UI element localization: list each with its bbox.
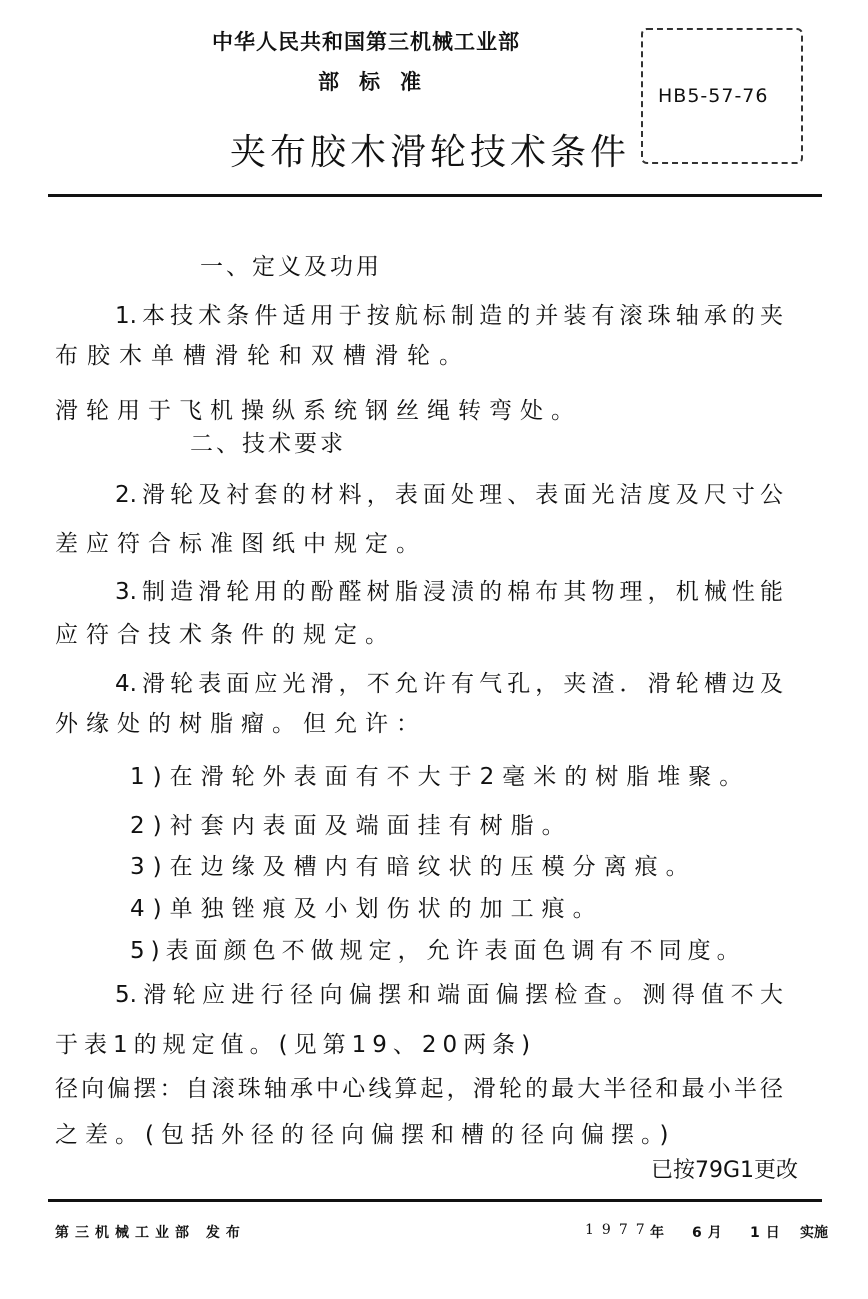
- paragraph-line: 之差。(包括外径的径向偏摆和槽的径向偏摆。): [55, 1122, 676, 1148]
- standard-code: HB5-57-76: [658, 85, 769, 107]
- paragraph-line: 于表1的规定值。(见第19、20两条): [55, 1032, 537, 1058]
- footer-rule: [48, 1199, 822, 1202]
- paragraph-line: 应符合技术条件的规定。: [55, 622, 396, 648]
- paragraph-line: 3.制造滑轮用的酚醛树脂浸渍的棉布其物理，机械性能: [115, 579, 783, 605]
- document-title: 夹布胶木滑轮技术条件: [230, 132, 631, 173]
- paragraph-line: 径向偏摆：自滚珠轴承中心线算起，滑轮的最大半径和最小半径: [55, 1076, 783, 1102]
- paragraph-line: 差应符合标准图纸中规定。: [55, 531, 427, 557]
- list-item: 3)在边缘及槽内有暗纹状的压模分离痕。: [130, 854, 697, 880]
- issuer: 中华人民共和国第三机械工业部: [212, 29, 520, 54]
- section-heading: 二、技术要求: [190, 431, 346, 457]
- section-heading: 一、定义及功用: [200, 254, 382, 280]
- list-item: 4)单独锉痕及小划伤状的加工痕。: [130, 896, 604, 922]
- effective-label: 实施: [800, 1225, 828, 1241]
- revision-note: 已按79G1更改: [650, 1158, 798, 1183]
- paragraph-line: 外缘处的树脂瘤。但允许：: [55, 711, 427, 737]
- effective-month: 6月: [692, 1225, 728, 1241]
- list-item: 5)表面颜色不做规定，允许表面色调有不同度。: [130, 938, 746, 964]
- header-rule: [48, 194, 822, 197]
- paragraph-line: 1.本技术条件适用于按航标制造的并装有滚珠轴承的夹: [115, 303, 783, 329]
- paragraph-line: 2.滑轮及衬套的材料，表面处理、表面光洁度及尺寸公: [115, 482, 783, 508]
- list-item: 2)衬套内表面及端面挂有树脂。: [130, 813, 573, 839]
- paragraph-line: 布胶木单槽滑轮和双槽滑轮。: [55, 343, 471, 369]
- paragraph-line: 4.滑轮表面应光滑，不允许有气孔，夹渣．滑轮槽边及: [115, 671, 783, 697]
- paragraph-line: 滑轮用于飞机操纵系统钢丝绳转弯处。: [55, 398, 582, 424]
- effective-day: 1日: [750, 1225, 786, 1241]
- effective-year: 1977: [585, 1222, 653, 1238]
- paragraph-line: 5.滑轮应进行径向偏摆和端面偏摆检查。测得值不大: [115, 982, 783, 1008]
- year-label: 年: [650, 1225, 670, 1241]
- publisher: 第三机械工业部 发布: [55, 1225, 246, 1241]
- list-item: 1)在滑轮外表面有不大于2毫米的树脂堆聚。: [130, 764, 751, 790]
- standard-type: 部标准: [318, 69, 441, 94]
